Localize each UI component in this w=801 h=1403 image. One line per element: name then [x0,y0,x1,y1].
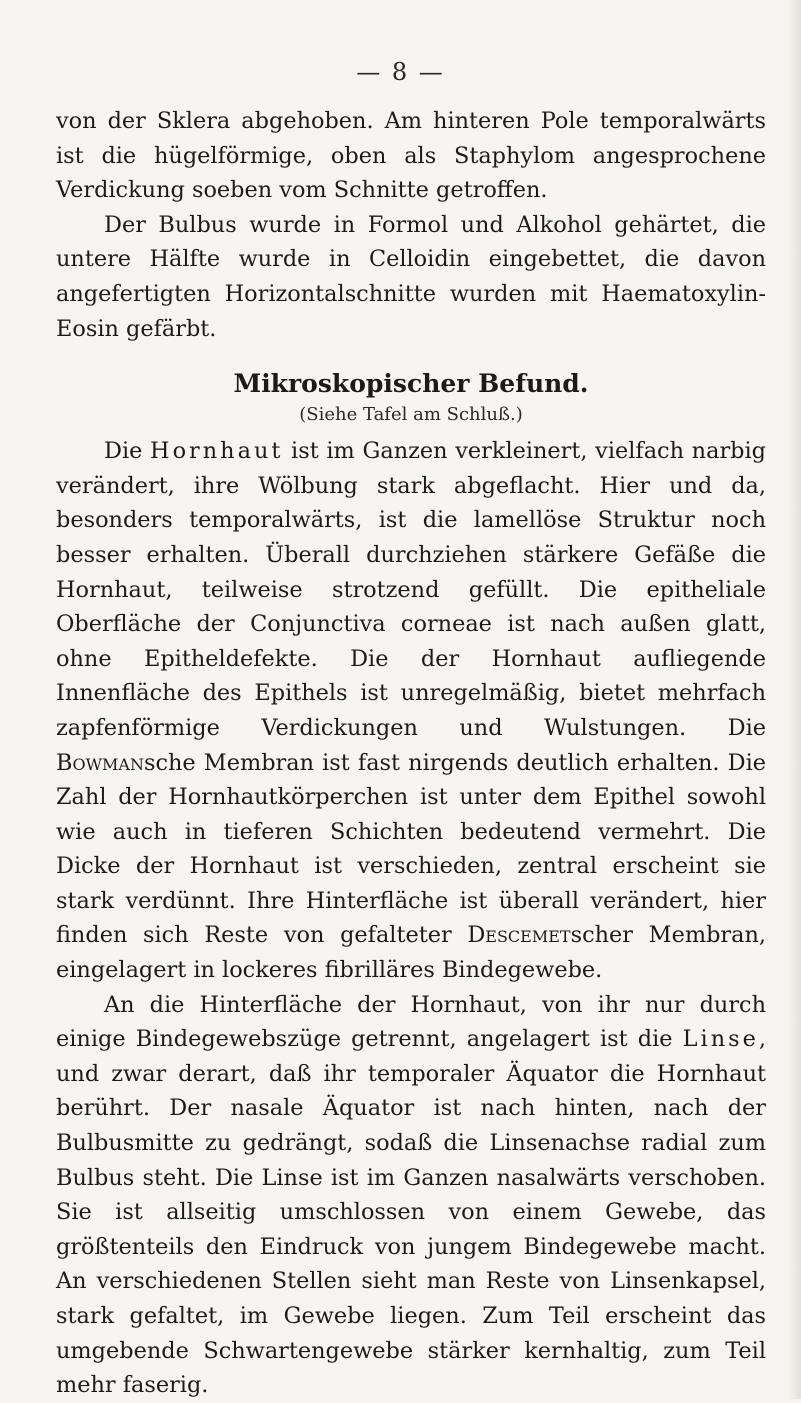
paragraph-3-pre: Die [104,438,151,465]
paragraph-2: Der Bulbus wurde in Formol und Alkohol gehärtet, die untere Hälfte wurde in Celloidin eingebettet, die davon angefertigten Horizontalschnitte wurden mit Haematoxylin-Eosin gefärbt. [56,211,766,342]
section-heading: Mikroskopischer Befund. [233,369,589,399]
name-bowman: Bowman [56,749,144,776]
name-descemet: Descemet [467,922,571,949]
paragraph-3 [56,434,766,988]
paragraph-4-post: , und zwar derart, daß ihr temporaler Äquator die Hornhaut berührt. Der nasale Äquator ist nach hinten, nach der Bulbusmitte zu gedrängt, sodaß die Linsenachse radial zum Bulbus steht. Die Linse ist im Ganzen nasalwärts verschoben. Sie ist allseitig umschlossen von einem Gewebe, das größtenteils den Eindruck von jungem Bindegewebe macht. An verschiedenen Stellen sieht man Reste von Linsenkapsel, stark gefaltet, im Gewebe liegen. Zum Teil erscheint das umgebende Schwartengewebe stärker kernhaltig, zum Teil mehr faserig. [56,1026,766,1399]
paragraph-4-pre: An die Hinterfläche der Hornhaut, von ihr nur durch einige Bindegewebszüge getrennt, angelagert ist die [56,991,766,1053]
term-linse: Linse [682,1026,759,1053]
paragraph-1: von der Sklera abgehoben. Am hinteren Pole temporalwärts ist die hügelförmige, oben als Staphylom angesprochene Verdickung soeben vom Schnitte getroffen. [56,108,766,204]
paragraph-3-post: scher Membran, eingelagert in lockeres fibrilläres Bindegewebe. [56,922,766,984]
paragraph-4 [56,988,766,1403]
term-hornhaut: Hornhaut [150,438,284,465]
section-subheading: (Siehe Tafel am Schluß.) [299,404,523,426]
body-text [56,104,766,1403]
page-number: — 8 — [356,58,445,86]
page-edge-shadow [787,0,801,1399]
paragraph-3-mid1: ist im Ganzen verkleinert, vielfach narbig verändert, ihre Wölbung stark abgeflacht. Hier und da, besonders temporalwärts, ist die lamellöse Struktur noch besser erhalten. Überall durchziehen stärkere Gefäße die Hornhaut, teilweise strotzend gefüllt. Die epitheliale Oberfläche der Conjunctiva corneae ist nach außen glatt, ohne Epitheldefekte. Die der Hornhaut aufliegende Innenfläche des Epithels ist unregelmäßig, bietet mehrfach zapfenförmige Verdickungen und Wulstungen. Die [56,438,766,741]
paragraph-3-mid2: sche Membran ist fast nirgends deutlich erhalten. Die Zahl der Hornhautkörperchen ist unter dem Epithel sowohl wie auch in tieferen Schichten bedeutend vermehrt. Die Dicke der Hornhaut ist verschieden, zentral erscheint sie stark verdünnt. Ihre Hinterfläche ist überall verändert, hier finden sich Reste von gefalteter [56,749,766,949]
